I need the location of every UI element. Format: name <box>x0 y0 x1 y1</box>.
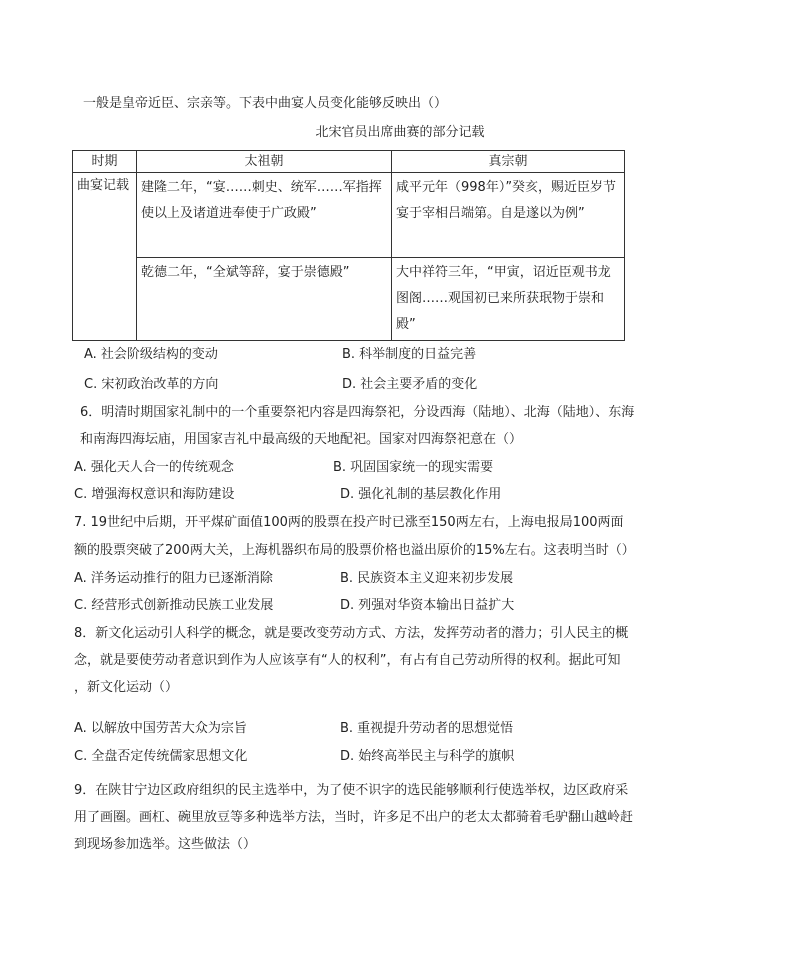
q7-stem-line2: 额的股票突破了200两大关，上海机器织布局的股票价格也溢出原价的15%左右。这表明当时（） <box>74 543 635 558</box>
q9-stem-line2: 用了画圈。画杠、碗里放豆等多种选举方法，当时，许多足不出户的老太太都骑着毛驴翻山越岭赶 <box>74 810 634 825</box>
q5-option-d[interactable]: D. 社会主要矛盾的变化 <box>342 377 478 392</box>
q8-option-b[interactable]: B. 重视提升劳动者的思想觉悟 <box>340 721 514 736</box>
q7-option-c[interactable]: C. 经营形式创新推动民族工业发展 <box>74 598 274 613</box>
q6-stem-line1: 6．明清时期国家礼制中的一个重要祭祀内容是四海祭祀，分设西海（陆地）、北海（陆地）、东海 <box>80 405 635 420</box>
q8-stem-line2: 念，就是要使劳动者意识到作为人应该享有“人的权利”，有占有自己劳动所得的权利。据此可知 <box>74 653 621 668</box>
cell-taizu-2 <box>137 258 392 341</box>
banquet-table <box>72 150 625 341</box>
q8-option-a[interactable]: A. 以解放中国劳苦大众为宗旨 <box>74 721 247 736</box>
q8-option-c[interactable]: C. 全盘否定传统儒家思想文化 <box>74 749 248 764</box>
q9-stem-line3: 到现场参加选举。这些做法（） <box>74 837 257 852</box>
cell-zhenzong-1 <box>392 173 625 258</box>
q5-stem-tail: 一般是皇帝近臣、宗亲等。下表中曲宴人员变化能够反映出（） <box>83 96 448 111</box>
header-zhenzong: 真宗朝 <box>392 151 625 173</box>
cell-taizu-1 <box>137 173 392 258</box>
header-taizu: 太祖朝 <box>137 151 392 173</box>
q6-option-d[interactable]: D. 强化礼制的基层教化作用 <box>340 487 502 502</box>
table-title: 北宋官员出席曲赛的部分记载 <box>315 125 485 140</box>
q8-stem-line3: ，新文化运动（） <box>74 680 179 695</box>
q6-stem-line2: 和南海四海坛庙，用国家吉礼中最高级的天地配祀。国家对四海祭祀意在（） <box>80 432 523 447</box>
q5-option-a[interactable]: A. 社会阶级结构的变动 <box>84 347 218 362</box>
q9-stem-line1: 9．在陕甘宁边区政府组织的民主选举中，为了使不识字的选民能够顺利行使选举权，边区政府采 <box>74 783 629 798</box>
cell-text: 咸平元年（998年）”癸亥，赐近臣岁节宴于宰相吕端第。自是遂以为例” <box>396 180 617 221</box>
q7-stem-line1: 7. 19世纪中后期，开平煤矿面值100两的股票在投产时已涨至150两左右，上海电报局100两面 <box>74 515 624 530</box>
cell-text: 大中祥符三年，“甲寅，诏近臣观书龙图阁……观国初已来所获珉物于崇和殿” <box>396 265 611 332</box>
q6-option-a[interactable]: A. 强化天人合一的传统观念 <box>74 460 234 475</box>
header-period: 时期 <box>73 151 137 173</box>
cell-text: 建隆二年，“宴……刺史、统军……军指挥使以上及诸道进奉使于广政殿” <box>141 180 382 221</box>
q8-option-d[interactable]: D. 始终高举民主与科学的旗帜 <box>340 749 515 764</box>
table-row <box>73 258 625 341</box>
q5-option-c[interactable]: C. 宋初政治改革的方向 <box>84 377 219 392</box>
table-header-row <box>73 151 625 173</box>
q7-option-a[interactable]: A. 洋务运动推行的阻力已逐渐消除 <box>74 571 273 586</box>
q5-option-b[interactable]: B. 科举制度的日益完善 <box>342 347 477 362</box>
q6-option-b[interactable]: B. 巩固国家统一的现实需要 <box>333 460 494 475</box>
cell-zhenzong-2 <box>392 258 625 341</box>
table-row <box>73 173 625 258</box>
row-label: 曲宴记载 <box>73 173 137 341</box>
cell-text: 乾德二年，“全斌等辞，宴于崇德殿” <box>141 265 350 280</box>
q7-option-d[interactable]: D. 列强对华资本输出日益扩大 <box>340 598 515 613</box>
q6-option-c[interactable]: C. 增强海权意识和海防建设 <box>74 487 235 502</box>
q8-stem-line1: 8．新文化运动引人科学的概念，就是要改变劳动方式、方法，发挥劳动者的潜力；引人民主的概 <box>74 626 629 641</box>
q7-option-b[interactable]: B. 民族资本主义迎来初步发展 <box>340 571 514 586</box>
